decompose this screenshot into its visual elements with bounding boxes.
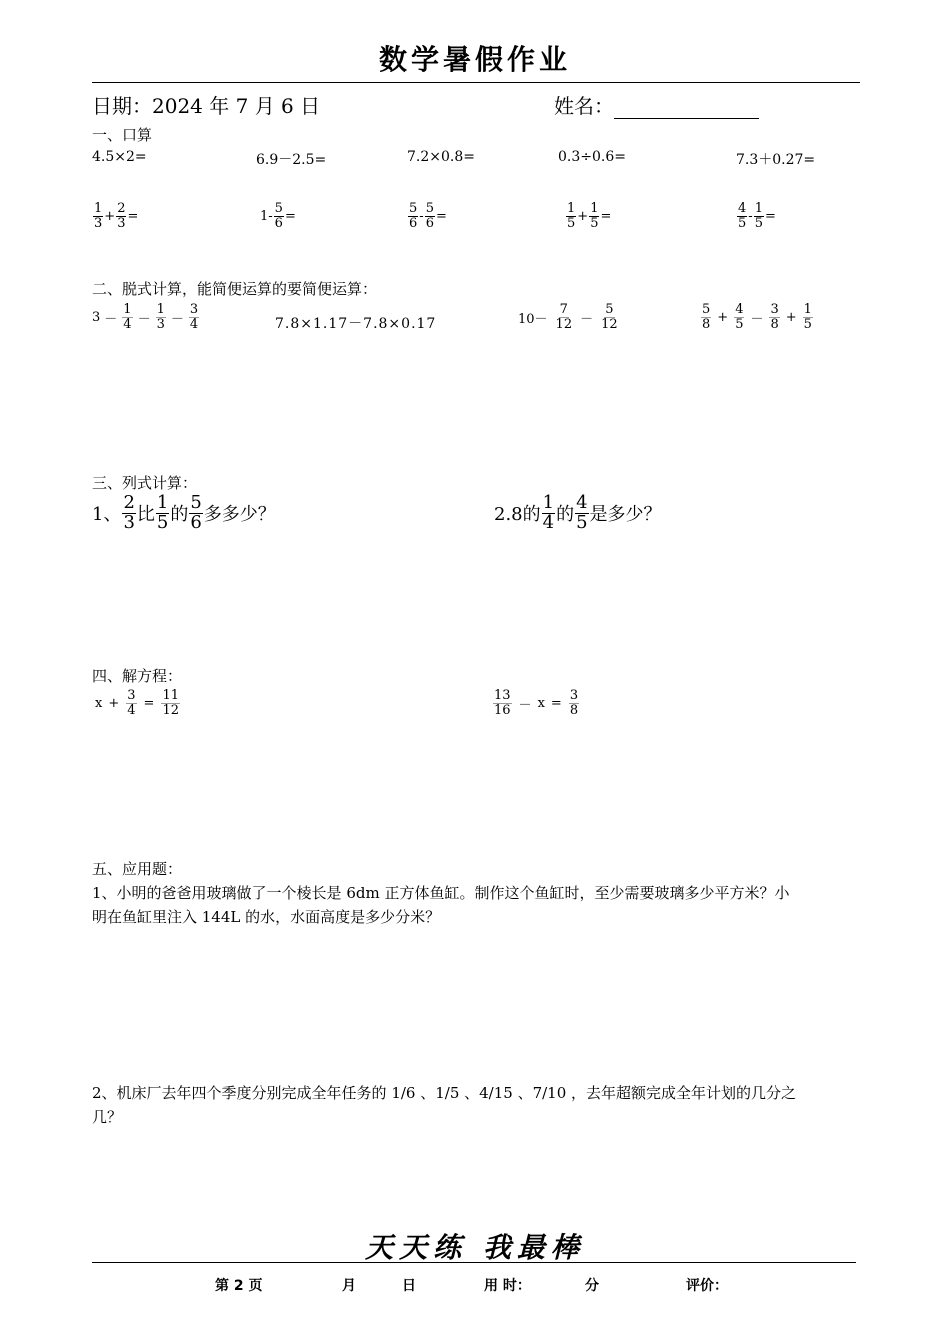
- fraction: $\frac{1}{3}$: [156, 302, 165, 332]
- page-title: 数学暑假作业: [378, 43, 571, 76]
- fraction: $\frac{2}{3}$: [123, 492, 135, 533]
- fraction: $\frac{2}{3}$: [117, 201, 126, 231]
- fraction: $\frac{5}{12}$: [601, 302, 618, 332]
- section-3-heading: 三、列式计算：: [92, 474, 198, 492]
- oral-frac-item-1: $\frac{1}{3}$ + $\frac{2}{3}$ =: [94, 201, 139, 231]
- problem-1-line-1: 1、小明的爸爸用玻璃做了一个棱长是 6dm 正方体鱼缸。制作这个鱼缸时，至少需要玻璃多少平方米？小: [92, 884, 790, 902]
- fraction: $\frac{5}{8}$: [702, 302, 711, 332]
- calc-item-2: 7.8×1.17－7.8×0.17: [275, 316, 437, 332]
- fraction: $\frac{4}{5}$: [738, 201, 747, 231]
- fraction: $\frac{1}{5}$: [156, 492, 169, 533]
- name-field[interactable]: [554, 90, 759, 119]
- footer-month: 月: [342, 1278, 356, 1294]
- fraction: $\frac{1}{3}$: [94, 201, 103, 231]
- fraction: $\frac{5}{6}$: [409, 201, 418, 231]
- calc-item-1: 3 － $\frac{1}{4}$ － $\frac{1}{3}$ － $\frac{3}{4}$: [92, 302, 199, 332]
- footer-motto: 天天练 我最棒: [365, 1231, 585, 1264]
- page-number: 第 2 页: [215, 1278, 263, 1294]
- fraction: $\frac{5}{6}$: [425, 201, 434, 231]
- footer-minutes: 分: [585, 1278, 599, 1294]
- oral-frac-item-4: $\frac{1}{5}$ + $\frac{1}{5}$ =: [567, 201, 612, 231]
- footer-divider: [92, 1262, 856, 1263]
- section-4-heading: 四、解方程：: [92, 667, 183, 685]
- fraction: $\frac{1}{5}$: [803, 302, 812, 332]
- fraction: $\frac{4}{5}$: [735, 302, 744, 332]
- fraction: $\frac{1}{5}$: [590, 201, 599, 231]
- oral-item-2: 6.9－2.5=: [256, 152, 327, 168]
- oral-item-4: 0.3÷0.6=: [558, 149, 626, 165]
- fraction: $\frac{1}{5}$: [754, 201, 763, 231]
- fraction: $\frac{3}{4}$: [189, 302, 199, 332]
- equation-1: x + $\frac{3}{4}$ = $\frac{11}{12}$: [95, 688, 179, 718]
- fraction: $\frac{3}{4}$: [127, 688, 136, 718]
- section-1-heading: 一、口算: [92, 126, 153, 144]
- fraction: $\frac{7}{12}$: [555, 302, 573, 332]
- footer-time: 用 时：: [484, 1278, 531, 1294]
- fraction: $\frac{5}{6}$: [190, 492, 202, 533]
- footer-day: 日: [402, 1278, 416, 1294]
- word-calc-1: 1、 $\frac{2}{3}$ 比 $\frac{1}{5}$ 的 $\frac{5}{6}$ 多多少？: [92, 492, 276, 533]
- oral-item-3: 7.2×0.8=: [407, 149, 475, 165]
- calc-item-4: $\frac{5}{8}$ + $\frac{4}{5}$ － $\frac{3}{8}$ + $\frac{1}{5}$: [702, 302, 812, 332]
- oral-item-5: 7.3＋0.27=: [736, 152, 816, 168]
- problem-2-line-2: 几？: [92, 1108, 123, 1126]
- name-blank[interactable]: [614, 96, 759, 119]
- problem-2-line-1: 2、机床厂去年四个季度分别完成全年任务的 1/6 、1/5 、4/15 、7/10 ，去年超额完成全年计划的几分之: [92, 1084, 797, 1102]
- problem-1-line-2: 明在鱼缸里注入 144L 的水，水面高度是多少分米？: [92, 908, 441, 926]
- oral-item-1: 4.5×2=: [92, 149, 147, 165]
- section-2-heading: 二、脱式计算，能简便运算的要简便运算：: [92, 280, 378, 298]
- word-calc-2: 2.8的 $\frac{1}{4}$ 的 $\frac{4}{5}$ 是多少？: [494, 492, 662, 533]
- fraction: $\frac{11}{12}$: [162, 688, 179, 718]
- calc-item-3: 10－ $\frac{7}{12}$ － $\frac{5}{12}$: [518, 302, 618, 332]
- fraction: $\frac{1}{4}$: [542, 492, 555, 533]
- name-label: 姓名：: [554, 94, 614, 118]
- date-label: 日期：2024 年 7 月 6 日: [92, 94, 321, 118]
- header-divider: [92, 82, 860, 83]
- fraction: $\frac{4}{5}$: [576, 492, 588, 533]
- fraction: $\frac{3}{8}$: [770, 302, 779, 332]
- fraction: $\frac{1}{4}$: [123, 302, 132, 332]
- fraction: $\frac{5}{6}$: [274, 201, 283, 231]
- oral-frac-item-2: 1- $\frac{5}{6}$ =: [260, 201, 296, 231]
- equation-2: $\frac{13}{16}$ － x = $\frac{3}{8}$: [494, 688, 579, 718]
- section-5-heading: 五、应用题：: [92, 860, 183, 878]
- fraction: $\frac{13}{16}$: [494, 688, 511, 718]
- oral-frac-item-5: $\frac{4}{5}$ - $\frac{1}{5}$ =: [738, 201, 776, 231]
- fraction: $\frac{3}{8}$: [569, 688, 579, 718]
- fraction: $\frac{1}{5}$: [567, 201, 576, 231]
- oral-frac-item-3: $\frac{5}{6}$ - $\frac{5}{6}$ =: [409, 201, 447, 231]
- footer-rating: 评价：: [686, 1278, 728, 1294]
